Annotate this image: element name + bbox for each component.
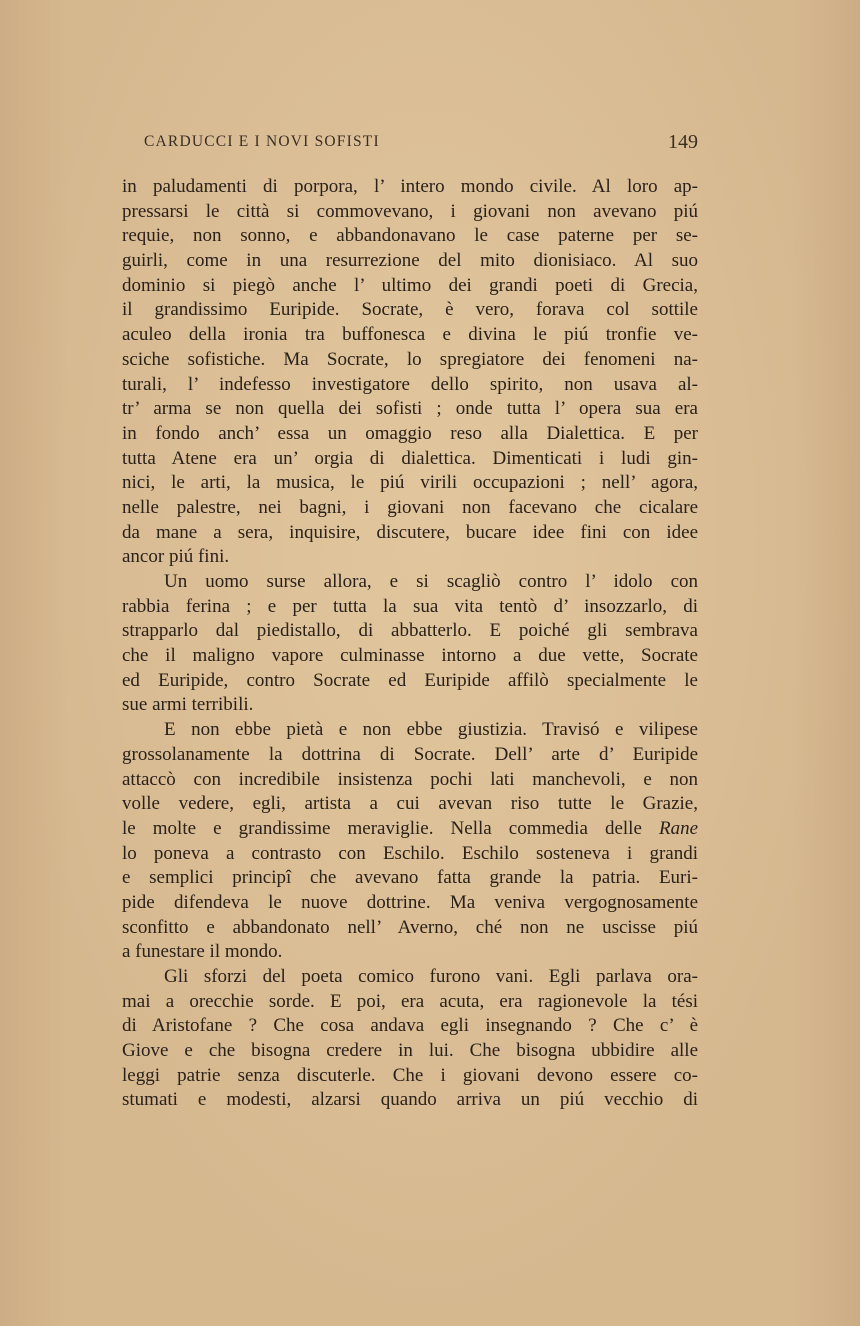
page-number: 149 bbox=[668, 131, 698, 153]
text-line: pide difendeva le nuove dottrine. Ma veniva vergognosamente bbox=[122, 891, 698, 913]
text-line: strapparlo dal piedistallo, di abbatterlo. E poiché gli sembrava bbox=[122, 620, 698, 642]
text-line: in paludamenti di porpora, l’ intero mondo civile. Al loro ap- bbox=[122, 176, 698, 197]
text-line: nelle palestre, nei bagni, i giovani non facevano che cicalare bbox=[122, 496, 698, 518]
text-line: attaccò con incredibile insistenza pochi lati manchevoli, e non bbox=[122, 768, 698, 790]
text-line: sconfitto e abbandonato nell’ Averno, ché non ne uscisse piú bbox=[122, 916, 698, 938]
text-line: Un uomo surse allora, e si scagliò contro l’ idolo con bbox=[164, 571, 698, 592]
text-line: che il maligno vapore culminasse intorno a due vette, Socrate bbox=[122, 645, 698, 667]
text-line-with-italic bbox=[122, 817, 698, 842]
text-line: tutta Atene era un’ orgia di dialettica. Dimenticati i ludi gin- bbox=[122, 447, 698, 469]
text-line: E non ebbe pietà e non ebbe giustizia. Travisó e vilipese bbox=[164, 719, 698, 741]
text-line: da mane a sera, inquisire, discutere, bucare idee fini con idee bbox=[122, 521, 698, 543]
text-line: volle vedere, egli, artista a cui avevan riso tutte le Grazie, bbox=[122, 793, 698, 815]
italic-title: Rane bbox=[658, 817, 698, 839]
text-line: Giove e che bisogna credere in lui. Che bisogna ubbidire alle bbox=[122, 1040, 698, 1062]
running-head bbox=[144, 133, 698, 159]
text-line: Gli sforzi del poeta comico furono vani. Egli parlava ora- bbox=[164, 966, 698, 987]
text-line: leggi patrie senza discuterle. Che i giovani devono essere co- bbox=[122, 1064, 698, 1086]
text-line: di Aristofane ? Che cosa andava egli insegnando ? Che c’ è bbox=[122, 1015, 698, 1037]
text-line: tr’ arma se non quella dei sofisti ; onde tutta l’ opera sua era bbox=[122, 398, 698, 420]
text-line: ed Euripide, contro Socrate ed Euripide affilò specialmente le bbox=[122, 669, 698, 691]
text-line: aculeo della ironia tra buffonesca e divina le piú tronfie ve- bbox=[122, 324, 698, 346]
text-line: in fondo anch’ essa un omaggio reso alla Dialettica. E per bbox=[122, 422, 698, 444]
text-line: e semplici principî che avevano fatta grande la patria. Euri- bbox=[122, 867, 698, 889]
text-line: turali, l’ indefesso investigatore dello spirito, non usava al- bbox=[122, 373, 698, 395]
body-text bbox=[122, 175, 698, 1113]
text-line: sue armi terribili. bbox=[122, 694, 254, 716]
text-line: pressarsi le città si commovevano, i giovani non avevano piú bbox=[122, 200, 698, 222]
text-segment: le molte e grandissime meraviglie. Nella commedia delle bbox=[122, 817, 642, 839]
text-line: stumati e modesti, alzarsi quando arriva un piú vecchio di bbox=[122, 1089, 698, 1111]
text-line: requie, non sonno, e abbandonavano le case paterne per se- bbox=[122, 225, 698, 247]
text-line: il grandissimo Euripide. Socrate, è vero, forava col sottile bbox=[122, 299, 698, 321]
text-line: a funestare il mondo. bbox=[122, 941, 283, 963]
text-line: dominio si piegò anche l’ ultimo dei grandi poeti di Grecia, bbox=[122, 274, 698, 296]
text-line: rabbia ferina ; e per tutta la sua vita tentò d’ insozzarlo, di bbox=[122, 595, 698, 617]
text-line: grossolanamente la dottrina di Socrate. Dell’ arte d’ Euripide bbox=[122, 743, 698, 765]
text-line: lo poneva a contrasto con Eschilo. Eschilo sosteneva i grandi bbox=[122, 842, 698, 864]
running-title: CARDUCCI E I NOVI SOFISTI bbox=[144, 133, 380, 150]
text-line: mai a orecchie sorde. E poi, era acuta, era ragionevole la tési bbox=[122, 990, 698, 1012]
text-line: ancor piú fini. bbox=[122, 546, 230, 568]
text-line: sciche sofistiche. Ma Socrate, lo spregiatore dei fenomeni na- bbox=[122, 348, 698, 370]
text-line: nici, le arti, la musica, le piú virili occupazioni ; nell’ agora, bbox=[122, 472, 698, 494]
text-line: guirli, come in una resurrezione del mito dionisiaco. Al suo bbox=[122, 250, 698, 272]
